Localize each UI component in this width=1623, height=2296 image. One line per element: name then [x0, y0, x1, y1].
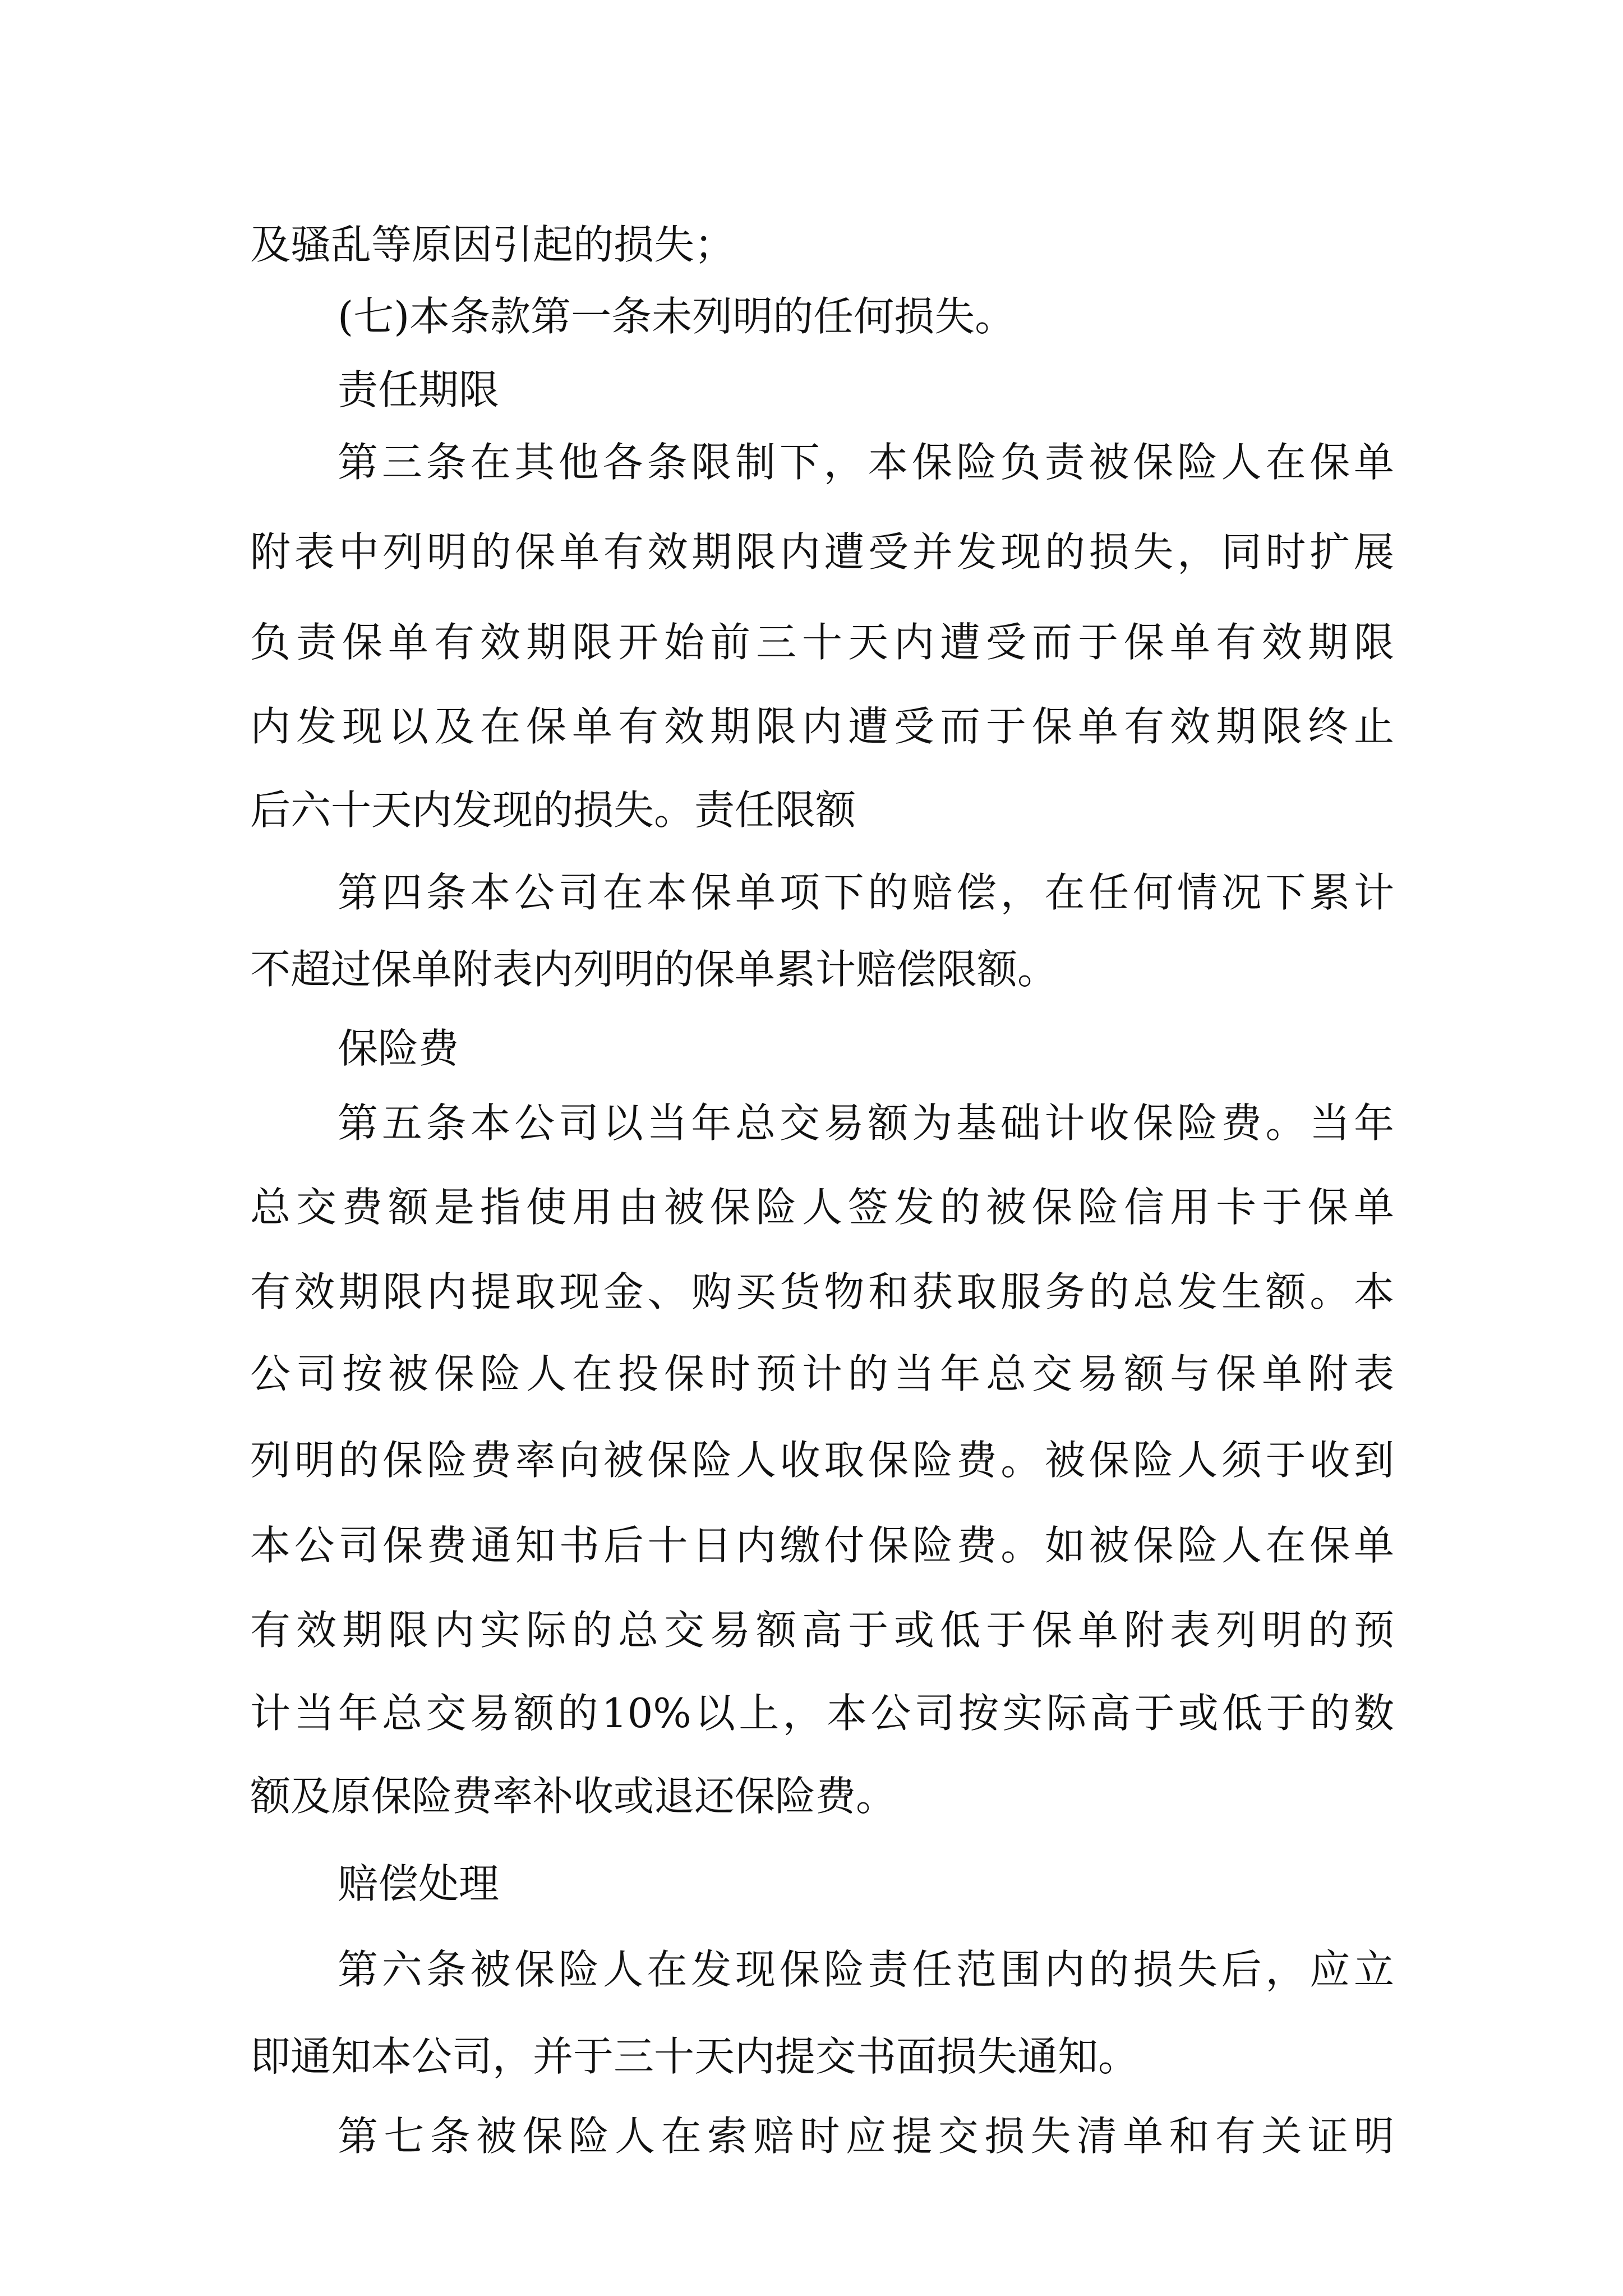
text-line: 不超过保单附表内列明的保单累计赔偿限额。	[250, 946, 1058, 993]
text-line: 有效期限内提取现金、购买货物和获取服务的总发生额。本	[250, 1268, 1394, 1315]
text-line: 第七条被保险人在索赔时应提交损失清单和有关证明	[338, 2113, 1394, 2160]
text-line: 第五条本公司以当年总交易额为基础计收保险费。当年	[338, 1099, 1394, 1147]
text-line: 后六十天内发现的损失。责任限额	[250, 786, 856, 834]
section-heading: 责任期限	[338, 366, 500, 413]
text-line: 有效期限内实际的总交易额高于或低于保单附表列明的预	[250, 1607, 1394, 1654]
text-line: 公司按被保险人在投保时预计的当年总交易额与保单附表	[250, 1350, 1394, 1397]
text-line: 计当年总交易额的10%以上，本公司按实际高于或低于的数	[250, 1690, 1394, 1737]
text-line: 及骚乱等原因引起的损失；	[250, 221, 735, 268]
section-heading: 保险费	[338, 1025, 459, 1072]
text-line: 额及原保险费率补收或退还保险费。	[250, 1773, 897, 1820]
text-line: (七)本条款第一条未列明的任何损失。	[338, 293, 1016, 340]
text-line: 第三条在其他各条限制下，本保险负责被保险人在保单	[338, 439, 1394, 486]
text-line: 即通知本公司，并于三十天内提交书面损失通知。	[250, 2033, 1139, 2080]
text-line: 负责保单有效期限开始前三十天内遭受而于保单有效期限	[250, 619, 1394, 666]
section-heading: 赔偿处理	[338, 1860, 500, 1907]
text-line: 列明的保险费率向被保险人收取保险费。被保险人须于收到	[250, 1437, 1394, 1484]
text-line: 附表中列明的保单有效期限内遭受并发现的损失，同时扩展	[250, 528, 1394, 576]
text-line: 第六条被保险人在发现保险责任范围内的损失后，应立	[338, 1946, 1394, 1993]
text-line: 第四条本公司在本保单项下的赔偿，在任何情况下累计	[338, 869, 1394, 916]
text-line: 内发现以及在保单有效期限内遭受而于保单有效期限终止	[250, 703, 1394, 750]
text-line: 本公司保费通知书后十日内缴付保险费。如被保险人在保单	[250, 1522, 1394, 1569]
text-line: 总交费额是指使用由被保险人签发的被保险信用卡于保单	[250, 1184, 1394, 1231]
